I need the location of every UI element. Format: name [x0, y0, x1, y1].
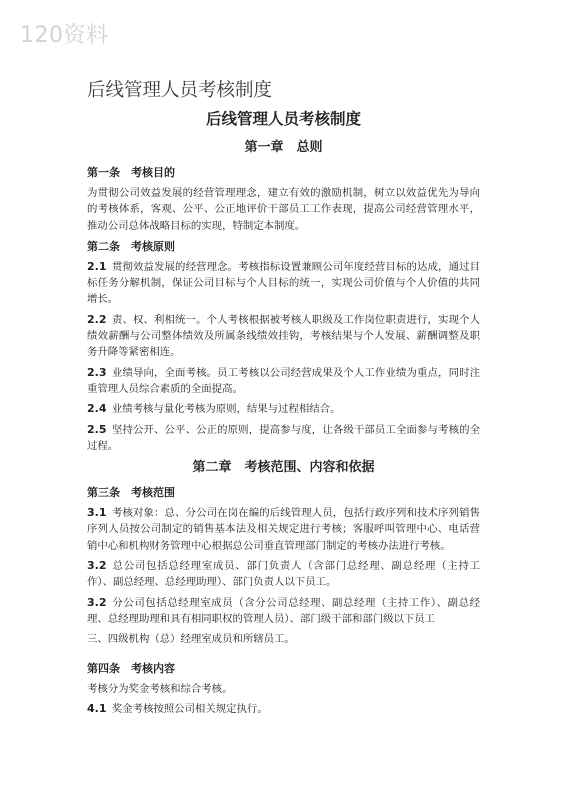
clause-number: 4.1	[87, 701, 107, 715]
clause-number: 2.4	[87, 402, 107, 416]
clause-text: 总公司包括总经理室成员、部门负责人（含部门总经理、副总经理（主持工作）、副总经理、总经理助理）、部门负责人以下员工。	[87, 560, 480, 589]
article-1-text: 为贯彻公司效益发展的经营管理理念，建立有效的激励机制，树立以效益优先为导向的考核体系，客观、公平、公正地评价干部员工工作表现，提高公司经营管理水平，推动公司总体战略目标的实现，特制定本制度。	[87, 187, 480, 232]
clause-number: 3.2	[87, 595, 107, 609]
clause-text: 业绩导向，全面考核。员工考核以公司经营成果及个人工作业绩为重点，同时注重管理人员综合素质的全面提高。	[87, 366, 480, 395]
clause-text: 分公司包括总经理室成员（含分公司总经理、副总经理（主持工作）、副总经理、总经理助理和具有相同职权的管理人员）、部门级干部和部门级以下员工	[87, 596, 481, 625]
clause-number: 3.1	[87, 506, 107, 520]
clause-number: 2.3	[87, 365, 107, 379]
clause-3-2	[87, 558, 480, 591]
article-2-title: 第二条 考核原则	[87, 239, 175, 253]
clause-2-4	[87, 401, 480, 417]
document-body	[87, 108, 480, 721]
clause-text: 贯彻效益发展的经营理念。考核指标设置兼顾公司年度经营目标的达成，通过目标任务分解机制，保证公司目标与个人目标的统一，实现公司价值与个人价值的共同增长。	[87, 260, 480, 306]
clause-2-3	[87, 365, 480, 398]
clause-number: 2.1	[87, 259, 107, 273]
clause-number: 3.2	[87, 559, 107, 573]
clause-3-2b	[87, 595, 480, 628]
main-title: 后线管理人员考核制度	[205, 109, 361, 128]
clause-text: 考核对象：总、分公司在岗在编的后线管理人员，包括行政序列和技术序列销售序列人员按公司制定的销售基本法及相关规定进行考核；客服呼叫管理中心、电话营销中心和机构财务管理中心根据总公司垂直管理部门制定的考核办法进行考核。	[87, 507, 480, 552]
clause-number: 2.5	[87, 422, 107, 436]
clause-text: 责、权、利相统一。个人考核根据被考核人职级及工作岗位职责进行，实现个人绩效薪酬与公司整体绩效及所属条线绩效挂钩，考核结果与个人发展、薪酬调整及职务升降等紧密相连。	[87, 313, 480, 359]
clause-text: 奖金考核按照公司相关规定执行。	[111, 702, 268, 715]
clause-text: 坚持公开、公平、公正的原则，提高参与度，让各级干部员工全面参与考核的全过程。	[87, 423, 480, 452]
clause-2-5	[87, 422, 480, 455]
clause-2-1	[87, 259, 480, 308]
chapter-1-title: 第一章 总则	[244, 140, 323, 155]
clause-number: 2.2	[87, 312, 107, 326]
chapter-2-title: 第二章 考核范围、内容和依据	[192, 460, 375, 476]
clause-3-1	[87, 505, 480, 554]
article-3-title: 第三条 考核范围	[87, 486, 175, 500]
clause-text: 业绩考核与量化考核为原则，结果与过程相结合。	[111, 403, 341, 416]
watermark: 120资料	[20, 23, 109, 48]
clause-4-1	[87, 701, 480, 717]
clause-2-2	[87, 312, 480, 361]
document-header-title: 后线管理人员考核制度	[87, 80, 273, 101]
article-4-title: 第四条 考核内容	[87, 661, 175, 675]
article-4-text: 考核分为奖金考核和综合考核。	[87, 682, 233, 695]
article-1-title: 第一条 考核目的	[87, 166, 175, 179]
clause-extra: 三、四级机构（总）经理室成员和所辖员工。	[87, 633, 295, 646]
